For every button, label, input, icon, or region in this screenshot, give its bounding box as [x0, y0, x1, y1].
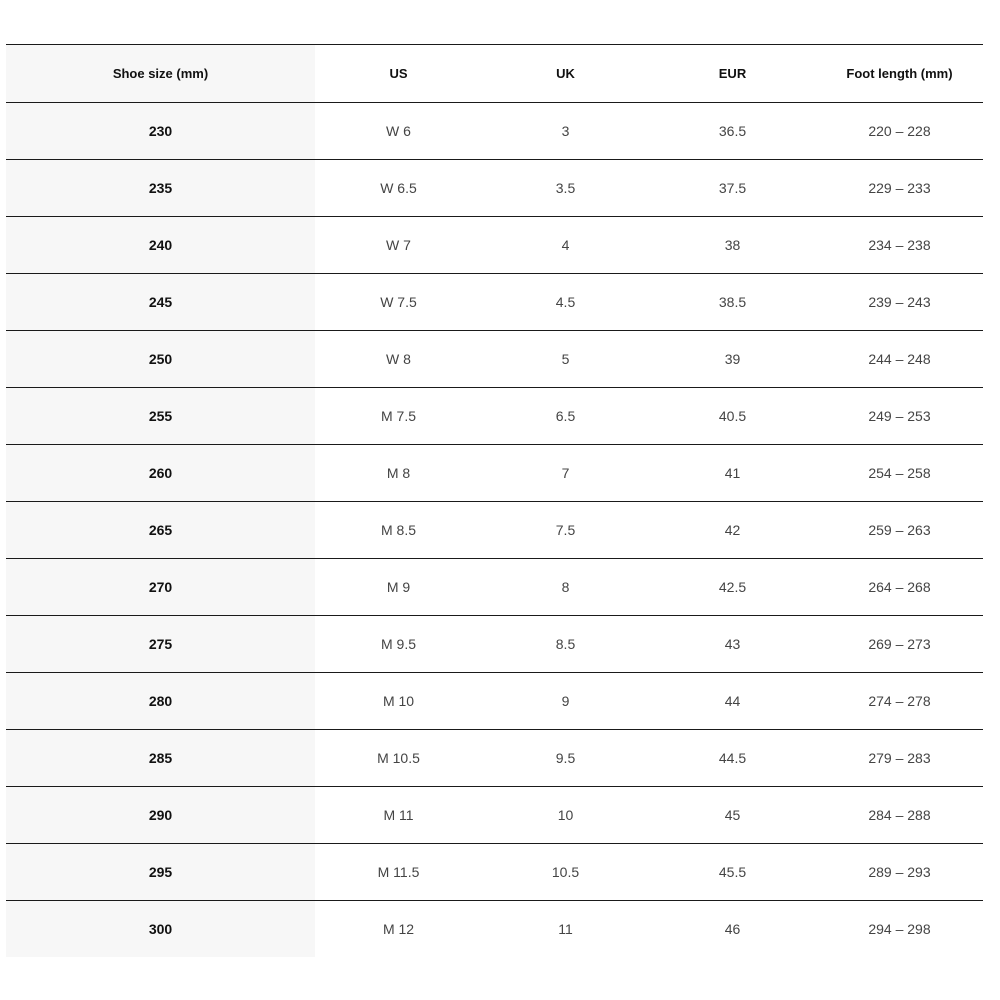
cell-us: M 7.5: [315, 388, 482, 445]
cell-foot-length: 234 – 238: [816, 217, 983, 274]
cell-uk: 3: [482, 103, 649, 160]
cell-foot-length: 259 – 263: [816, 502, 983, 559]
cell-eur: 46: [724, 921, 741, 937]
cell-us: M 11.5: [315, 844, 482, 901]
cell-uk: 5: [482, 331, 649, 388]
table-row: [6, 160, 983, 217]
cell-us: M 10: [315, 673, 482, 730]
cell-shoe-size: 240: [6, 217, 315, 274]
cell-uk: 3.5: [482, 160, 649, 217]
cell-foot-length: 269 – 273: [816, 616, 983, 673]
cell-us: M 8: [315, 445, 482, 502]
cell-foot-length: 254 – 258: [816, 445, 983, 502]
cell-eur: 38.5: [649, 274, 816, 331]
table-row: [6, 787, 983, 844]
cell-eur: 43: [649, 616, 816, 673]
cell-uk: 4: [482, 217, 649, 274]
cell-shoe-size: 280: [6, 673, 315, 730]
table-row: [6, 844, 983, 901]
cell-us: M 8.5: [315, 502, 482, 559]
cell-eur: 41: [649, 445, 816, 502]
cell-shoe-size: 265: [6, 502, 315, 559]
cell-shoe-size: 235: [6, 160, 315, 217]
table-row: [6, 217, 983, 274]
cell-us: M 9.5: [315, 616, 482, 673]
cell-uk: 9: [482, 673, 649, 730]
cell-eur: 37.5: [649, 160, 816, 217]
table-row: [6, 103, 983, 160]
cell-eur: 44: [649, 673, 816, 730]
cell-us: W 6.5: [315, 160, 482, 217]
cell-foot-length: 279 – 283: [816, 730, 983, 787]
cell-foot-length: 244 – 248: [816, 331, 983, 388]
cell-shoe-size: 230: [6, 103, 315, 160]
table-row: [6, 445, 983, 502]
cell-shoe-size: 255: [6, 388, 315, 445]
table-row: [6, 274, 983, 331]
cell-shoe-size: 270: [6, 559, 315, 616]
cell-foot-length: 274 – 278: [816, 673, 983, 730]
cell-uk: 10: [482, 787, 649, 844]
cell-uk: 6.5: [482, 388, 649, 445]
cell-shoe-size: 300: [6, 901, 315, 958]
cell-eur: 45.5: [649, 844, 816, 901]
table-body: [6, 103, 983, 958]
cell-eur: 38: [649, 217, 816, 274]
table-row: [6, 901, 983, 958]
cell-uk: 8.5: [482, 616, 649, 673]
table-row: [6, 559, 983, 616]
cell-foot-length: 239 – 243: [816, 274, 983, 331]
cell-eur: 40.5: [649, 388, 816, 445]
header-row: [6, 45, 983, 103]
cell-eur: 42: [649, 502, 816, 559]
cell-eur: 39: [649, 331, 816, 388]
cell-shoe-size: 245: [6, 274, 315, 331]
cell-uk: 7: [482, 445, 649, 502]
cell-eur: 42.5: [649, 559, 816, 616]
cell-uk: 11: [558, 921, 573, 937]
header-foot-length: Foot length (mm): [816, 45, 983, 103]
cell-eur: 36.5: [649, 103, 816, 160]
cell-us: W 6: [315, 103, 482, 160]
cell-foot-length: 284 – 288: [816, 787, 983, 844]
table-row: [6, 388, 983, 445]
cell-uk: 7.5: [482, 502, 649, 559]
cell-eur: 45: [649, 787, 816, 844]
cell-us: M 9: [315, 559, 482, 616]
table-header: [6, 45, 983, 103]
cell-us: M 11: [315, 787, 482, 844]
cell-foot-length: 264 – 268: [816, 559, 983, 616]
table-row: [6, 730, 983, 787]
cell-foot-length: 220 – 228: [816, 103, 983, 160]
size-chart-table: [6, 44, 983, 957]
header-uk: UK: [482, 45, 649, 103]
cell-shoe-size: 285: [6, 730, 315, 787]
table-row: [6, 331, 983, 388]
cell-uk: 8: [482, 559, 649, 616]
cell-foot-length: 294 – 298: [868, 921, 931, 937]
cell-us: W 7: [315, 217, 482, 274]
cell-uk: 10.5: [482, 844, 649, 901]
cell-shoe-size: 290: [6, 787, 315, 844]
cell-foot-length: 249 – 253: [816, 388, 983, 445]
cell-uk: 4.5: [482, 274, 649, 331]
cell-shoe-size: 275: [6, 616, 315, 673]
cell-shoe-size: 295: [6, 844, 315, 901]
cell-shoe-size: 250: [6, 331, 315, 388]
table-row: [6, 673, 983, 730]
header-us: US: [315, 45, 482, 103]
table-row: [6, 616, 983, 673]
table-row: [6, 502, 983, 559]
header-shoe-size: Shoe size (mm): [6, 45, 315, 103]
cell-eur: 44.5: [649, 730, 816, 787]
cell-us: M 12: [382, 921, 415, 937]
cell-foot-length: 229 – 233: [816, 160, 983, 217]
cell-shoe-size: 260: [6, 445, 315, 502]
cell-us: W 7.5: [315, 274, 482, 331]
cell-foot-length: 289 – 293: [816, 844, 983, 901]
cell-us: M 10.5: [315, 730, 482, 787]
cell-uk: 9.5: [482, 730, 649, 787]
header-eur: EUR: [649, 45, 816, 103]
cell-us: W 8: [315, 331, 482, 388]
